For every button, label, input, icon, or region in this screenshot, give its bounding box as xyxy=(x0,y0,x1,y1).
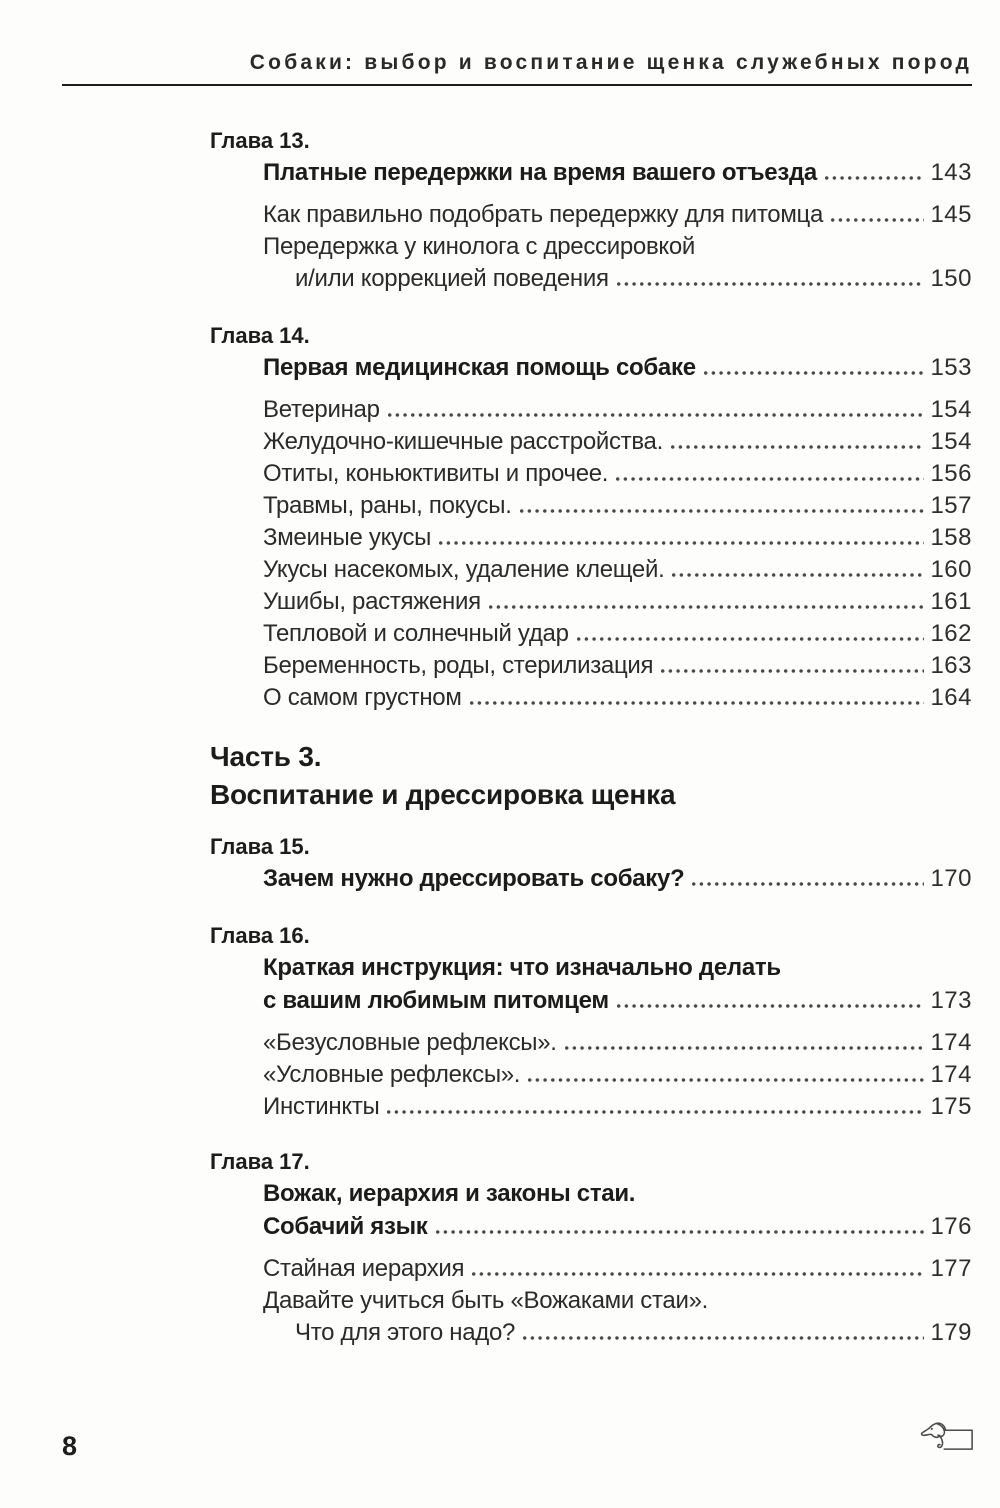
chapter-heading: Глава 16. xyxy=(210,923,310,948)
toc-page-ref: 153 xyxy=(930,354,972,381)
toc-entry-label: Ветеринар xyxy=(263,396,380,423)
running-head: Собаки: выбор и воспитание щенка служебных пород xyxy=(249,51,972,74)
toc-entry-label: Инстинкты xyxy=(263,1093,380,1120)
toc-page-ref: 160 xyxy=(930,556,972,583)
dot-leader xyxy=(436,1230,925,1234)
toc-page-ref: 174 xyxy=(930,1061,972,1088)
toc-entry xyxy=(210,426,972,458)
toc-entries xyxy=(210,1253,972,1349)
toc-entries xyxy=(210,199,972,295)
dot-leader xyxy=(661,669,924,673)
toc-entry-label: Зачем нужно дрессировать собаку? xyxy=(263,865,685,892)
toc-entry xyxy=(210,1317,972,1349)
toc-entry-label: Собачий язык xyxy=(263,1213,428,1240)
toc-entry-label: с вашим любимым питомцем xyxy=(263,987,609,1014)
dachshund-icon xyxy=(919,1418,975,1458)
toc-page-ref: 154 xyxy=(930,428,972,455)
toc-page-ref: 170 xyxy=(930,865,972,892)
toc-entry xyxy=(210,554,972,586)
dot-leader xyxy=(565,1046,925,1050)
dot-leader xyxy=(523,1336,924,1340)
toc-entry-label: Ушибы, растяжения xyxy=(263,588,481,615)
toc-page-ref: 175 xyxy=(930,1093,972,1120)
dot-leader xyxy=(831,218,924,222)
toc-entry-label: Стайная иерархия xyxy=(263,1255,465,1282)
chapter-heading: Глава 14. xyxy=(210,323,310,348)
toc-entry-label: Краткая инструкция: что изначально делать xyxy=(263,954,781,981)
part-heading: Часть 3. xyxy=(210,741,322,772)
toc-entry-label: и/или коррекцией поведения xyxy=(295,265,609,292)
part-title: Воспитание и дрессировка щенка xyxy=(210,779,676,810)
toc-entry-label: Желудочно-кишечные расстройства. xyxy=(263,428,663,455)
dot-leader xyxy=(617,282,925,286)
toc-entry-label: Платные передержки на время вашего отъезда xyxy=(263,159,817,186)
page-number: 8 xyxy=(62,1431,78,1461)
dot-leader xyxy=(528,1078,924,1082)
toc-entries xyxy=(210,394,972,714)
toc-page-ref: 173 xyxy=(930,987,972,1014)
toc-entry-label: «Условные рефлексы». xyxy=(263,1061,521,1088)
dot-leader xyxy=(671,445,924,449)
toc-entry-label: «Безусловные рефлексы». xyxy=(263,1029,557,1056)
toc-section-ch16 xyxy=(210,921,972,1123)
toc-entry xyxy=(210,618,972,650)
toc-page-ref: 179 xyxy=(930,1319,972,1346)
toc-entry-label: Укусы насекомых, удаление клещей. xyxy=(263,556,665,583)
toc-entry-wrap-line xyxy=(210,951,972,984)
toc-entry xyxy=(210,1059,972,1091)
toc-entry-label: Травмы, раны, покусы. xyxy=(263,492,512,519)
toc-entry-label: О самом грустном xyxy=(263,684,462,711)
toc-page-ref: 145 xyxy=(930,201,972,228)
toc-entry xyxy=(210,156,972,189)
page-header xyxy=(62,0,972,86)
toc-entry xyxy=(210,1210,972,1243)
toc-entry-label: Тепловой и солнечный удар xyxy=(263,620,569,647)
toc-entry-wrap-line xyxy=(210,1177,972,1210)
toc-page-ref: 177 xyxy=(930,1255,972,1282)
toc-entry-wrap-line xyxy=(210,231,972,263)
dot-leader xyxy=(672,573,924,577)
toc-entries xyxy=(210,1027,972,1123)
dot-leader xyxy=(387,1110,924,1114)
dot-leader xyxy=(577,637,925,641)
toc-entry-label: Что для этого надо? xyxy=(295,1319,516,1346)
toc-page-ref: 156 xyxy=(930,460,972,487)
toc-entry-label: Первая медицинская помощь собаке xyxy=(263,354,696,381)
toc-entry-label: Давайте учиться быть «Вожаками стаи». xyxy=(263,1287,708,1314)
toc-page-ref: 150 xyxy=(930,265,972,292)
dot-leader xyxy=(616,477,924,481)
toc-entry xyxy=(210,650,972,682)
toc-entry-label: Змеиные укусы xyxy=(263,524,432,551)
toc-entry-label: Передержка у кинолога с дрессировкой xyxy=(263,233,696,260)
toc-entry xyxy=(210,682,972,714)
toc-entry xyxy=(210,394,972,426)
toc-entry xyxy=(210,351,972,384)
toc-section-ch15 xyxy=(210,832,972,895)
chapter-heading: Глава 17. xyxy=(210,1149,310,1174)
toc-entry xyxy=(210,1091,972,1123)
dot-leader xyxy=(617,1004,925,1008)
part-block xyxy=(210,738,972,814)
toc-section-ch17 xyxy=(210,1147,972,1349)
dot-leader xyxy=(692,882,924,886)
toc-entry xyxy=(210,586,972,618)
toc-page-ref: 161 xyxy=(930,588,972,615)
dot-leader xyxy=(520,509,925,513)
toc-entry xyxy=(210,199,972,231)
toc-entry-label: Отиты, коньюктивиты и прочее. xyxy=(263,460,609,487)
toc-entry xyxy=(210,1253,972,1285)
toc-page-ref: 154 xyxy=(930,396,972,423)
toc-entry xyxy=(210,490,972,522)
toc-entry xyxy=(210,458,972,490)
toc-entry-label: Беременность, роды, стерилизация xyxy=(263,652,654,679)
toc-entry xyxy=(210,984,972,1017)
toc-page-ref: 143 xyxy=(930,159,972,186)
toc-section-ch14 xyxy=(210,321,972,714)
dot-leader xyxy=(470,701,925,705)
dot-leader xyxy=(472,1272,924,1276)
toc-entry xyxy=(210,522,972,554)
toc-entry-label: Как правильно подобрать передержку для питомца xyxy=(263,201,824,228)
toc-section-ch13 xyxy=(210,126,972,295)
toc-entry-label: Вожак, иерархия и законы стаи. xyxy=(263,1180,636,1207)
dot-leader xyxy=(825,176,925,180)
dot-leader xyxy=(704,371,925,375)
toc-page-ref: 158 xyxy=(930,524,972,551)
toc-entry xyxy=(210,862,972,895)
toc-page-ref: 164 xyxy=(930,684,972,711)
toc-entry-wrap-line xyxy=(210,1285,972,1317)
dot-leader xyxy=(439,541,924,545)
toc-content xyxy=(210,126,972,1349)
toc-entry xyxy=(210,263,972,295)
dot-leader xyxy=(489,605,925,609)
toc-page-ref: 174 xyxy=(930,1029,972,1056)
dot-leader xyxy=(388,413,925,417)
toc-page-ref: 163 xyxy=(930,652,972,679)
chapter-heading: Глава 15. xyxy=(210,834,310,859)
chapter-heading: Глава 13. xyxy=(210,128,310,153)
toc-page-ref: 162 xyxy=(930,620,972,647)
toc-page-ref: 157 xyxy=(930,492,972,519)
toc-entry xyxy=(210,1027,972,1059)
toc-page-ref: 176 xyxy=(930,1213,972,1240)
